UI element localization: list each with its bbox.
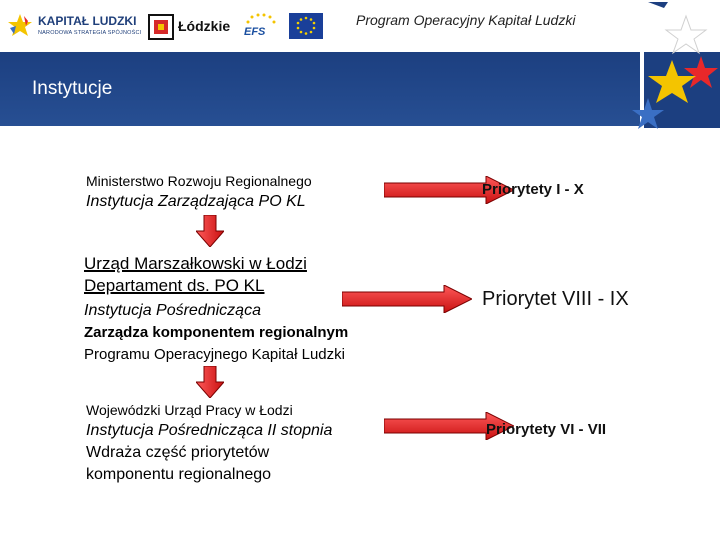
lodzkie-logo xyxy=(146,14,232,40)
level3-priorities: Priorytety VI - VII xyxy=(486,421,607,438)
level2-right-arrow-icon xyxy=(342,285,472,313)
kapital-ludzki-emblem-icon xyxy=(6,12,34,40)
kapital-ludzki-logo-title: KAPITAŁ LUDZKI xyxy=(38,14,137,28)
decorative-stars-icon xyxy=(604,2,720,140)
eu-flag-icon xyxy=(289,13,323,39)
level2-priorities: Priorytet VIII - IX xyxy=(482,288,629,310)
down-arrow-1-icon xyxy=(196,215,224,247)
level2-description-line1: Zarządza komponentem regionalnym xyxy=(84,324,349,341)
lodzkie-logo-text: Łódzkie xyxy=(178,18,231,34)
level3-description-line1: Wdraża część priorytetów xyxy=(86,444,270,461)
level3-institution-role: Instytucja Pośrednicząca II stopnia xyxy=(86,422,333,439)
efs-logo-text: EFS xyxy=(244,26,266,38)
efs-stars-icon xyxy=(244,12,276,26)
level1-institution-name: Ministerstwo Rozwoju Regionalnego xyxy=(86,173,312,189)
kapital-ludzki-logo-subtitle: NARODOWA STRATEGIA SPÓJNOŚCI xyxy=(38,30,142,36)
level1-priorities: Priorytety I - X xyxy=(482,181,584,198)
level2-institution-name-line1: Urząd Marszałkowski w Łodzi xyxy=(84,254,307,273)
program-title: Program Operacyjny Kapitał Ludzki xyxy=(356,12,576,28)
level2-institution-name-line2: Departament ds. PO KL xyxy=(84,276,265,295)
kapital-ludzki-logo xyxy=(6,10,142,44)
lodzkie-emblem-icon xyxy=(148,14,174,40)
level3-institution-name: Wojewódzki Urząd Pracy w Łodzi xyxy=(86,402,293,418)
level2-institution-role: Instytucja Pośrednicząca xyxy=(84,302,261,319)
level1-institution-role: Instytucja Zarządzająca PO KL xyxy=(86,193,306,210)
efs-logo xyxy=(240,12,280,42)
level2-description-line2: Programu Operacyjnego Kapitał Ludzki xyxy=(84,346,345,363)
level3-description-line2: komponentu regionalnego xyxy=(86,466,272,483)
slide-title: Instytucje xyxy=(32,78,113,99)
down-arrow-2-icon xyxy=(196,366,224,398)
